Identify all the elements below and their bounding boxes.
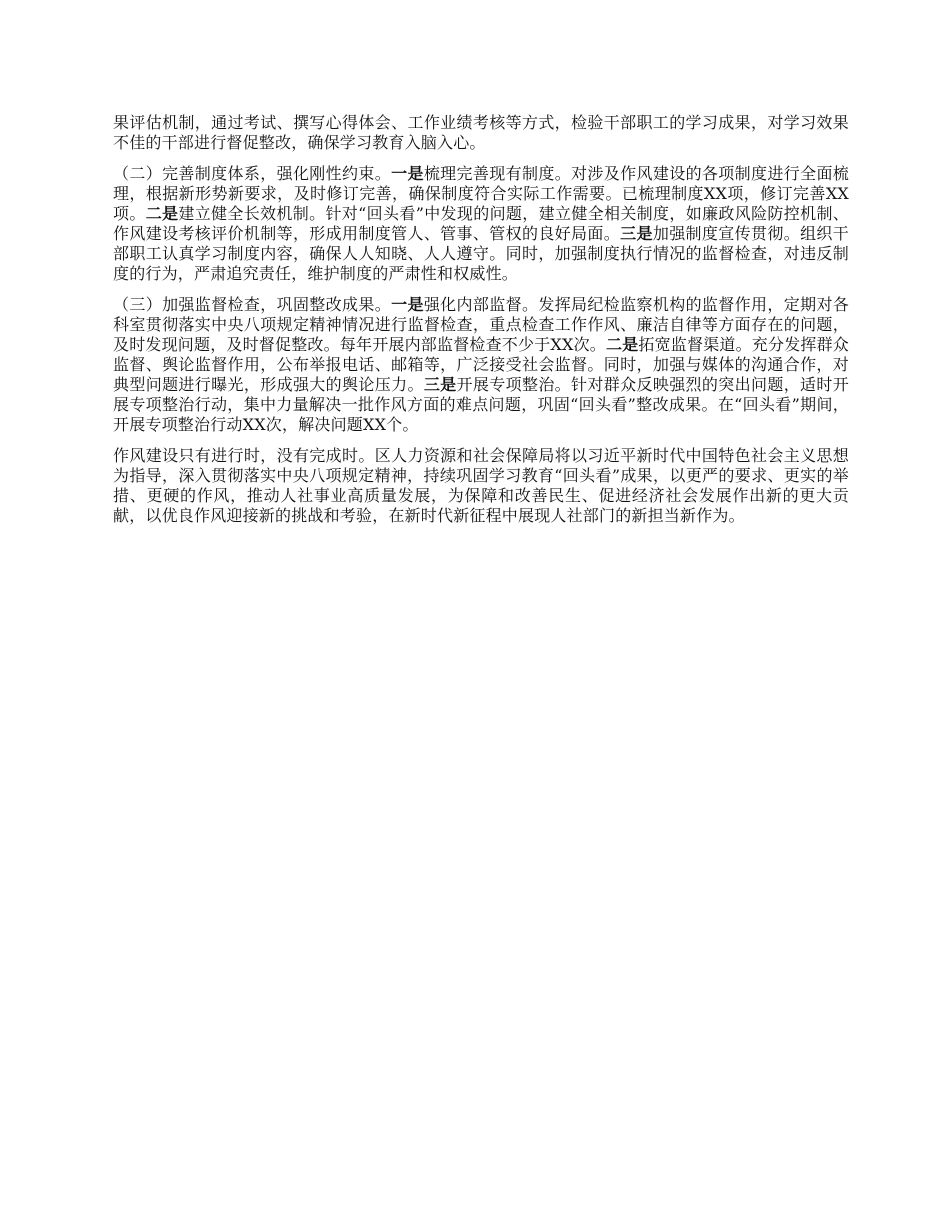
paragraph-text: 果评估机制，通过考试、撰写心得体会、工作业绩考核等方式，检验干部职工的学习成果，对学习效果不佳的干部进行督促整改，确保学习教育入脑入心。 [113,113,849,152]
section-heading: （三）加强监督检查，巩固整改成果。 [113,295,392,314]
bold-marker-third: 三是 [620,224,653,243]
paragraph-text: 开展专项整治。针对群众反映强烈的突出问题，适时开展专项整治行动，集中力量解决一批作风方面的难点问题，巩固“回头看”整改成果。在“回头看”期间，开展专项整治行动XX次，解决问题XX个。 [113,375,849,434]
paragraph-institution-system [113,164,849,284]
paragraph-learning-evaluation [113,113,849,153]
paragraph-conclusion [113,446,849,526]
paragraph-text: 拓宽监督渠道。充分发挥群众监督、舆论监督作用，公布举报电话、邮箱等，广泛接受社会监督。同时，加强与媒体的沟通合作，对典型问题进行曝光，形成强大的舆论压力。 [113,335,849,394]
bold-marker-second: 二是 [605,335,639,354]
bold-marker-third: 三是 [423,375,457,394]
bold-marker-second: 二是 [145,204,179,223]
paragraph-text: 加强制度宣传贯彻。组织干部职工认真学习制度内容，确保人人知晓、人人遵守。同时，加强制度执行情况的监督检查，对违反制度的行为，严肃追究责任，维护制度的严肃性和权威性。 [113,224,849,283]
paragraph-supervision-inspection [113,295,849,435]
paragraph-text: 强化内部监督。发挥局纪检监察机构的监督作用，定期对各科室贯彻落实中央八项规定精神情况进行监督检查，重点检查工作作风、廉洁自律等方面存在的问题，及时发现问题，及时督促整改。每年开展内部监督检查不少于XX次。 [113,295,849,354]
document-page [113,113,849,537]
bold-marker-first: 一是 [391,295,424,314]
paragraph-text: 建立健全长效机制。针对“回头看”中发现的问题，建立健全相关制度，如廉政风险防控机制、作风建设考核评价机制等，形成用制度管人、管事、管权的良好局面。 [113,204,849,243]
bold-marker-first: 一是 [391,164,424,183]
section-heading: （二）完善制度体系，强化刚性约束。 [113,164,392,183]
paragraph-text: 梳理完善现有制度。对涉及作风建设的各项制度进行全面梳理，根据新形势新要求，及时修订完善，确保制度符合实际工作需要。已梳理制度XX项，修订完善XX项。 [113,164,849,223]
paragraph-text: 作风建设只有进行时，没有完成时。区人力资源和社会保障局将以习近平新时代中国特色社会主义思想为指导，深入贯彻落实中央八项规定精神，持续巩固学习教育“回头看”成果，以更严的要求、更实的举措、更硬的作风，推动人社事业高质量发展，为保障和改善民生、促进经济社会发展作出新的更大贡献，以优良作风迎接新的挑战和考验，在新时代新征程中展现人社部门的新担当新作为。 [113,446,849,525]
